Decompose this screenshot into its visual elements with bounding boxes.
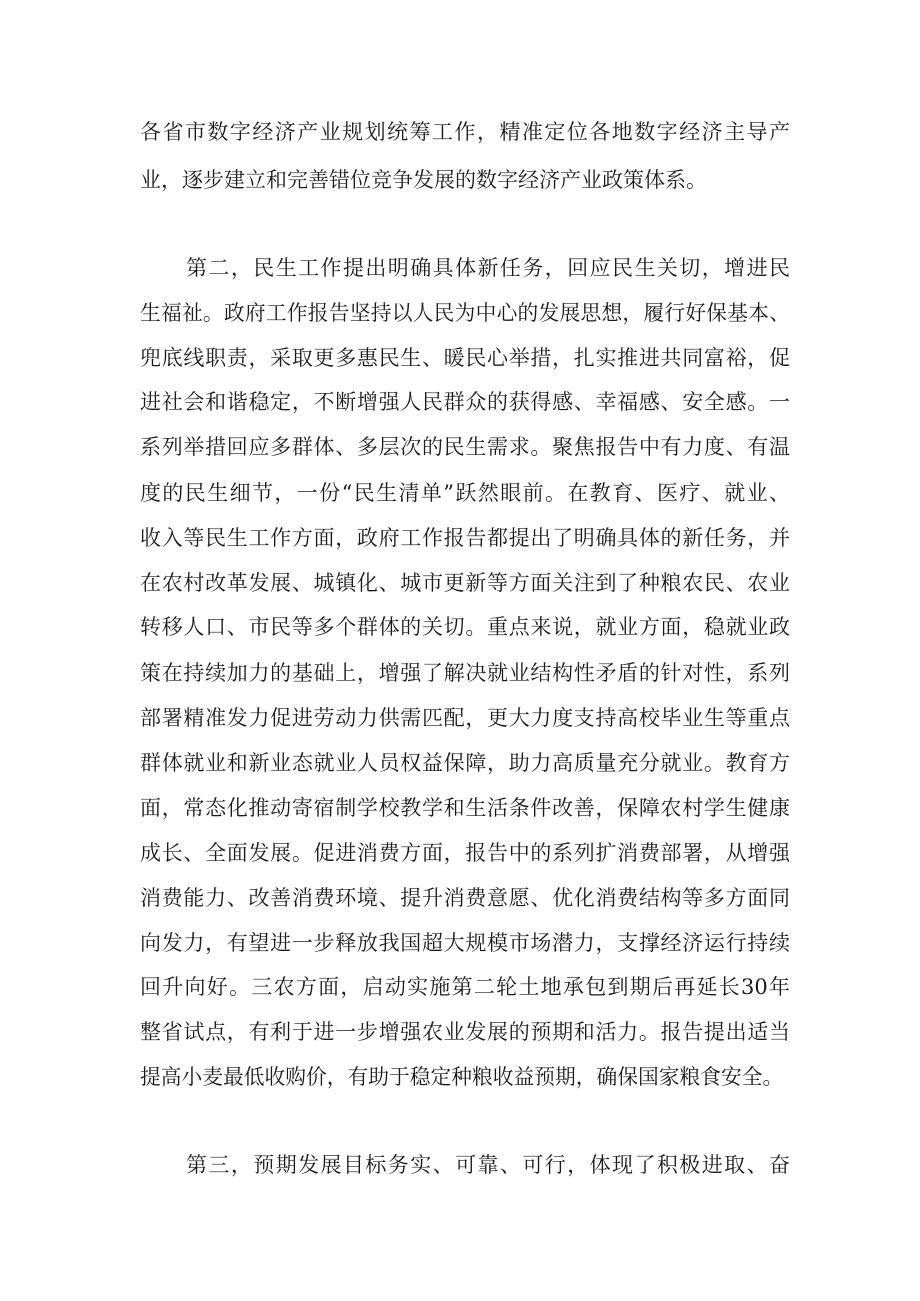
paragraph-first-line: 第二，民生工作提出明确具体新任务，回应民生关切，增进民 (186, 256, 790, 280)
text-line: 策在持续加力的基础上，增强了解决就业结构性矛盾的针对性，系列 (140, 661, 790, 685)
text-line: 整省试点，有利于进一步增强农业发展的预期和活力。报告提出适当 (140, 1020, 790, 1044)
text-line: 业，逐步建立和完善错位竞争发展的数字经济产业政策体系。 (140, 168, 707, 192)
text-line: 兜底线职责，采取更多惠民生、暖民心举措，扎实推进共同富裕，促 (140, 346, 790, 370)
text-line: 面，常态化推动寄宿制学校教学和生活条件改善，保障农村学生健康 (140, 796, 790, 820)
text-line: 系列举措回应多群体、多层次的民生需求。聚焦报告中有力度、有温 (140, 435, 790, 459)
text-line: 生福祉。政府工作报告坚持以人民为中心的发展思想，履行好保基本、 (140, 301, 790, 325)
text-line: 进社会和谐稳定，不断增强人民群众的获得感、幸福感、安全感。一 (140, 390, 790, 414)
text-line: 提高小麦最低收购价，有助于稳定种粮收益预期，确保国家粮食安全。 (140, 1065, 784, 1089)
text-line: 在农村改革发展、城镇化、城市更新等方面关注到了种粮农民、农业 (140, 571, 790, 595)
text-line: 回升向好。三农方面，启动实施第二轮土地承包到期后再延长30年 (140, 975, 790, 999)
text-line: 收入等民生工作方面，政府工作报告都提出了明确具体的新任务，并 (140, 526, 790, 550)
text-line: 度的民生细节，一份“民生清单”跃然眼前。在教育、医疗、就业、 (140, 481, 790, 505)
text-line: 部署精准发力促进劳动力供需匹配，更大力度支持高校毕业生等重点 (140, 706, 790, 730)
text-line: 各省市数字经济产业规划统筹工作，精准定位各地数字经济主导产 (140, 120, 790, 144)
text-line: 向发力，有望进一步释放我国超大规模市场潜力，支撑经济运行持续 (140, 931, 790, 955)
paragraph-first-line: 第三，预期发展目标务实、可靠、可行，体现了积极进取、奋 (186, 1153, 790, 1177)
text-line: 转移人口、市民等多个群体的关切。重点来说，就业方面，稳就业政 (140, 615, 790, 639)
text-line: 成长、全面发展。促进消费方面，报告中的系列扩消费部署，从增强 (140, 841, 790, 865)
text-line: 群体就业和新业态就业人员权益保障，助力高质量充分就业。教育方 (140, 751, 790, 775)
text-line: 消费能力、改善消费环境、提升消费意愿、优化消费结构等多方面同 (140, 886, 790, 910)
